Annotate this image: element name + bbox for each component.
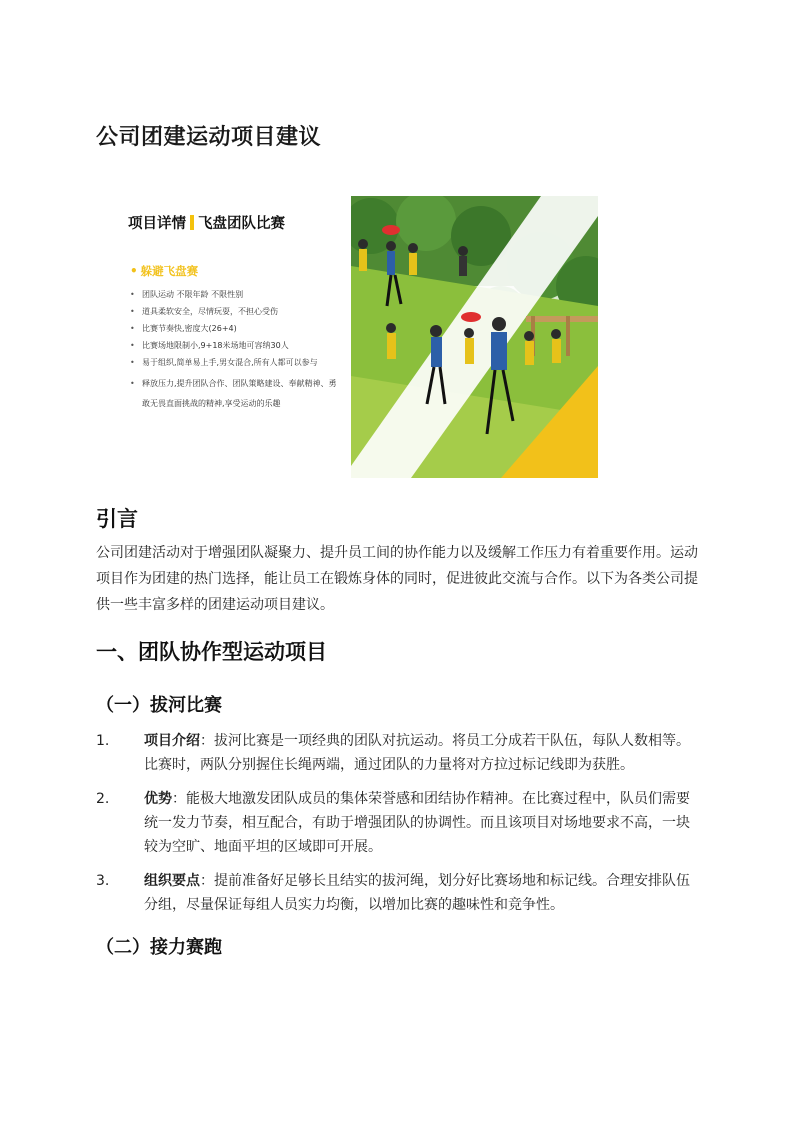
intro-paragraph: 公司团建活动对于增强团队凝聚力、提升员工间的协作能力以及缓解工作压力有着重要作用。运动项目作为团建的热门选择，能让员工在锻炼身体的同时，促进彼此交流与合作。以下为各类公司提供一些丰富多样的团建运动项目建议。	[96, 545, 698, 613]
list-term: 优势	[144, 791, 172, 807]
card-bullet: • 比赛节奏快,密度大(26+4)	[130, 323, 340, 335]
list-text: ：能极大地激发团队成员的集体荣誉感和团结协作精神。在比赛过程中，队员们需要统一发力节奏，相互配合，有助于增强团队的协调性。而且该项目对场地要求不高，一块较为空旷、地面平坦的区域即可开展。	[144, 791, 690, 855]
card-bullet: • 比赛场地限制小,9+18米场地可容纳30人	[130, 340, 340, 352]
list-number: 1.	[96, 733, 110, 749]
card-bullet: • 道具柔软安全，尽情玩耍，不担心受伤	[130, 306, 340, 318]
list-number: 3.	[96, 873, 110, 889]
card-heading	[128, 212, 285, 233]
subsection-1-heading: （一）拔河比赛	[96, 695, 222, 716]
card-subtitle: • 躲避飞盘赛	[130, 264, 199, 278]
card-bullet: • 易于组织,简单易上手,男女混合,所有人都可以参与	[130, 357, 340, 369]
list-term: 组织要点	[144, 873, 200, 889]
section-1-heading: 一、团队协作型运动项目	[96, 640, 327, 664]
bullet-dot-icon: •	[130, 264, 138, 278]
photo-illustration	[351, 196, 598, 478]
intro-heading: 引言	[96, 507, 138, 531]
card-bullet: • 释放压力,提升团队合作、团队策略建设、奉献精神、勇敢无畏直面挑战的精神,享受运动的乐趣	[130, 374, 340, 414]
card-heading-left: 项目详情	[128, 216, 186, 232]
subsection-2-heading: （二）接力赛跑	[96, 937, 222, 958]
list-text: ：提前准备好足够长且结实的拔河绳，划分好比赛场地和标记线。合理安排队伍分组，尽量保证每组人员实力均衡，以增加比赛的趣味性和竞争性。	[144, 873, 690, 913]
project-detail-card	[96, 196, 348, 478]
list-text: ：拔河比赛是一项经典的团队对抗运动。将员工分成若干队伍，每队人数相等。比赛时，两队分别握住长绳两端，通过团队的力量将对方拉过标记线即为获胜。	[144, 733, 690, 773]
accent-bar	[190, 215, 194, 230]
list-item	[96, 787, 698, 859]
card-bullet: • 团队运动 不限年龄 不限性别	[130, 289, 340, 301]
card-heading-right: 飞盘团队比赛	[198, 216, 285, 232]
document-title: 公司团建运动项目建议	[96, 125, 322, 150]
tug-of-war-list	[96, 729, 698, 927]
card-bullet-list	[130, 289, 340, 419]
frisbee-game-photo	[351, 196, 598, 478]
event-figure	[96, 196, 598, 478]
list-item	[96, 729, 698, 777]
list-term: 项目介绍	[144, 733, 200, 749]
list-number: 2.	[96, 791, 110, 807]
list-item	[96, 869, 698, 917]
